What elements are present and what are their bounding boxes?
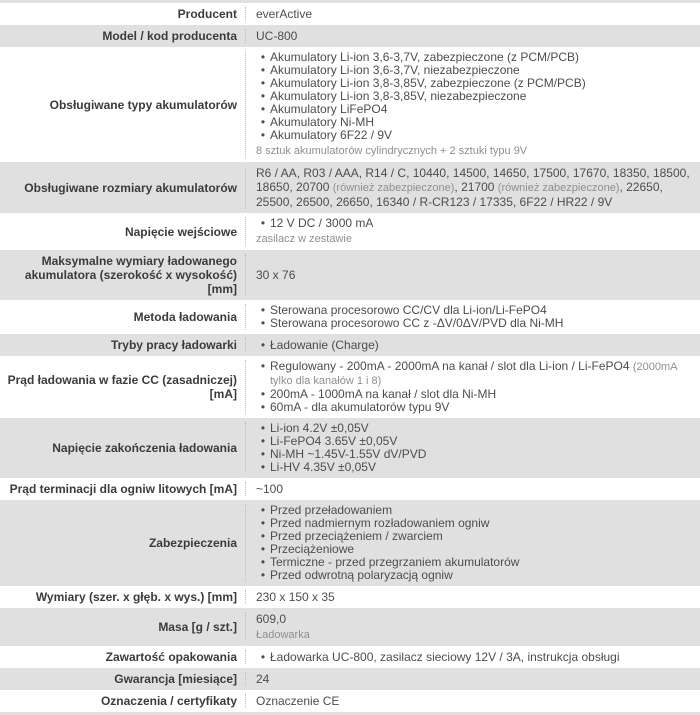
- spec-value: [245, 166, 700, 209]
- value-note: zasilacz w zestawie: [256, 233, 352, 245]
- bullet-item-text: Akumulatory Ni-MH: [270, 115, 375, 129]
- bullet-item: [256, 129, 690, 142]
- value-note: Ładowarka: [256, 629, 310, 641]
- bullet-item-text: Akumulatory Li-ion 3,8-3,85V, niezabezpieczone: [270, 89, 527, 103]
- spec-row: [0, 418, 700, 478]
- bullet-item-text: Przed nadmiernym rozładowaniem ogniw: [270, 516, 490, 530]
- spec-row: [0, 690, 700, 712]
- spec-row: [0, 608, 700, 646]
- bullet-item: [256, 360, 690, 388]
- spec-value: [245, 254, 700, 296]
- bullet-item: [256, 461, 690, 474]
- value-text: 230 x 150 x 35: [256, 590, 335, 604]
- bullet-item: [256, 339, 690, 352]
- bullet-item: [256, 401, 690, 414]
- spec-row: [0, 668, 700, 690]
- spec-value: [245, 51, 700, 158]
- bullet-item-text: 12 V DC / 3000 mA: [270, 216, 374, 230]
- bullet-icon: •: [260, 89, 266, 103]
- spec-row: [0, 478, 700, 500]
- bullet-item-text: Li-FePO4 3.65V ±0,05V: [270, 434, 398, 448]
- spec-row: [0, 586, 700, 608]
- bullet-item-text: Li-ion 4.2V ±0,05V: [270, 421, 369, 435]
- bullet-icon: •: [260, 216, 266, 230]
- bullet-icon: •: [260, 359, 266, 373]
- spec-label: Tryby pracy ładowarki: [110, 338, 237, 352]
- bullet-item-text: Akumulatory LiFePO4: [270, 102, 388, 116]
- value-segment: , 21700: [454, 180, 498, 194]
- value-text: everActive: [256, 7, 313, 21]
- bullet-icon: •: [260, 529, 266, 543]
- bullet-item-text: Przed odwrotną polaryzacją ogniw: [270, 568, 453, 582]
- value-text: ~100: [256, 482, 284, 496]
- spec-value: [245, 217, 700, 246]
- spec-row: [0, 162, 700, 213]
- bullet-icon: •: [260, 63, 266, 77]
- spec-value: [245, 482, 700, 496]
- bullet-icon: •: [260, 102, 266, 116]
- value-segment: , 22650, 25500, 26500, 26650, 16340 / R-CR123 / 17335, 6F22 / HR22 / 9V: [256, 180, 663, 209]
- bullet-icon: •: [260, 421, 266, 435]
- value-text: [256, 166, 690, 209]
- spec-label: Model / kod producenta: [102, 29, 237, 43]
- bullet-icon: •: [260, 649, 266, 664]
- bullet-item-text: Akumulatory 6F22 / 9V: [270, 128, 393, 142]
- spec-row: [0, 300, 700, 334]
- value-note: 8 sztuk akumulatorów cylindrycznych + 2 sztuki typu 9V: [256, 145, 528, 157]
- spec-label: Gwarancja [miesiące]: [114, 672, 237, 686]
- bullet-item-text: Przeciążeniowe: [270, 542, 355, 556]
- bullet-icon: •: [260, 460, 266, 474]
- bullet-item-text: Termiczne - przed przegrzaniem akumulatorów: [270, 555, 520, 569]
- bullet-icon: •: [260, 50, 266, 64]
- spec-label: Maksymalne wymiary ładowanego akumulatora (szerokość x wysokość) [mm]: [24, 254, 237, 296]
- bullet-item-text: Ni-MH ~1.45V-1.55V dV/PVD: [270, 447, 427, 461]
- value-segment: Regulowany - 200mA - 2000mA na kanał / slot dla Li-ion / Li-FePO4: [270, 359, 633, 373]
- value-inline-note: (również zabezpieczone): [332, 182, 455, 194]
- bullet-icon: •: [260, 400, 266, 414]
- spec-label: Metoda ładowania: [133, 310, 237, 324]
- bullet-icon: •: [260, 447, 266, 461]
- spec-label: Producent: [177, 7, 237, 21]
- spec-label: Wymiary (szer. x głęb. x wys.) [mm]: [35, 590, 237, 604]
- bullet-item-text: Li-HV 4.35V ±0,05V: [270, 460, 376, 474]
- spec-row: [0, 250, 700, 300]
- value-inline-note: (2000mA tylko dla kanałów 1 i 8): [270, 361, 677, 387]
- spec-value: [245, 504, 700, 582]
- value-text: 609,0: [256, 612, 287, 626]
- spec-row: [0, 356, 700, 418]
- spec-value: [245, 672, 700, 686]
- bullet-item-text: Sterowana procesorowo CC/CV dla Li-ion/Li-FePO4: [270, 303, 547, 317]
- spec-label: Obsługiwane typy akumulatorów: [49, 97, 237, 112]
- spec-label: Masa [g / szt.]: [158, 620, 237, 634]
- bullet-icon: •: [260, 542, 266, 556]
- spec-label: Napięcie zakończenia ładowania: [52, 441, 237, 455]
- spec-row: [0, 47, 700, 162]
- spec-value: [245, 29, 700, 43]
- bullet-item-text: Akumulatory Li-ion 3,6-3,7V, niezabezpieczone: [270, 63, 520, 77]
- bullet-icon: •: [260, 387, 266, 401]
- bullet-item-text: Ładowanie (Charge): [270, 337, 379, 352]
- spec-label: Prąd terminacji dla ogniw litowych [mA]: [9, 482, 237, 496]
- spec-row: [0, 25, 700, 47]
- bullet-item: [256, 317, 690, 330]
- spec-value: [245, 422, 700, 474]
- bullet-item-text: Przed przeładowaniem: [270, 503, 393, 517]
- spec-table: [0, 3, 700, 712]
- value-text: 24: [256, 672, 270, 686]
- spec-row: [0, 3, 700, 25]
- bullet-item-text: Ładowarka UC-800, zasilacz sieciowy 12V / 3A, instrukcja obsługi: [270, 649, 620, 664]
- bullet-icon: •: [260, 337, 266, 352]
- spec-label: Napięcie wejściowe: [124, 224, 237, 239]
- spec-value: [245, 338, 700, 352]
- value-inline-note: (również zabezpieczone): [497, 182, 620, 194]
- spec-value: [245, 650, 700, 664]
- spec-value: [245, 7, 700, 21]
- bullet-item: [256, 217, 690, 230]
- bullet-icon: •: [260, 303, 266, 317]
- value-text: 30 x 76: [256, 268, 296, 282]
- bullet-item-text: Sterowana procesorowo CC z -ΔV/0ΔV/PVD dla Ni-MH: [270, 316, 564, 330]
- spec-label: Oznaczenia / certyfikaty: [100, 694, 237, 708]
- bullet-icon: •: [260, 76, 266, 90]
- bullet-icon: •: [260, 568, 266, 582]
- bullet-item-text: Akumulatory Li-ion 3,8-3,85V, zabezpieczone (z PCM/PCB): [270, 76, 586, 90]
- value-text: UC-800: [256, 29, 298, 43]
- bullet-item-text: Akumulatory Li-ion 3,6-3,7V, zabezpieczone (z PCM/PCB): [270, 50, 580, 64]
- spec-row: [0, 213, 700, 250]
- bullet-icon: •: [260, 434, 266, 448]
- spec-label: Prąd ładowania w fazie CC (zasadniczej) [mA]: [7, 373, 237, 401]
- bullet-icon: •: [260, 128, 266, 142]
- bullet-icon: •: [260, 316, 266, 330]
- bullet-item: [256, 569, 690, 582]
- spec-row: [0, 646, 700, 668]
- bullet-icon: •: [260, 115, 266, 129]
- spec-label: Obsługiwane rozmiary akumulatorów: [24, 180, 237, 195]
- bullet-icon: •: [260, 503, 266, 517]
- value-text: Oznaczenie CE: [256, 694, 340, 708]
- spec-row: [0, 500, 700, 586]
- spec-value: [245, 612, 700, 642]
- bullet-item-text: 60mA - dla akumulatorów typu 9V: [270, 400, 450, 414]
- bullet-icon: •: [260, 516, 266, 530]
- bullet-item-text: 200mA - 1000mA na kanał / slot dla Ni-MH: [270, 387, 497, 401]
- bullet-icon: •: [260, 555, 266, 569]
- bullet-item-text: Przed przeciążeniem / zwarciem: [270, 529, 443, 543]
- spec-label: Zawartość opakowania: [105, 650, 237, 664]
- spec-value: [245, 360, 700, 414]
- value-segment: R6 / AA, R03 / AAA, R14 / C, 10440, 14500, 14650, 17500, 17670, 18350, 18500, 18650, 20700: [256, 166, 690, 194]
- spec-label: Zabezpieczenia: [148, 536, 237, 550]
- spec-row: [0, 334, 700, 356]
- bullet-item-text: [270, 360, 690, 388]
- spec-value: [245, 304, 700, 330]
- spec-value: [245, 694, 700, 708]
- bullet-item: [256, 651, 690, 664]
- spec-value: [245, 590, 700, 604]
